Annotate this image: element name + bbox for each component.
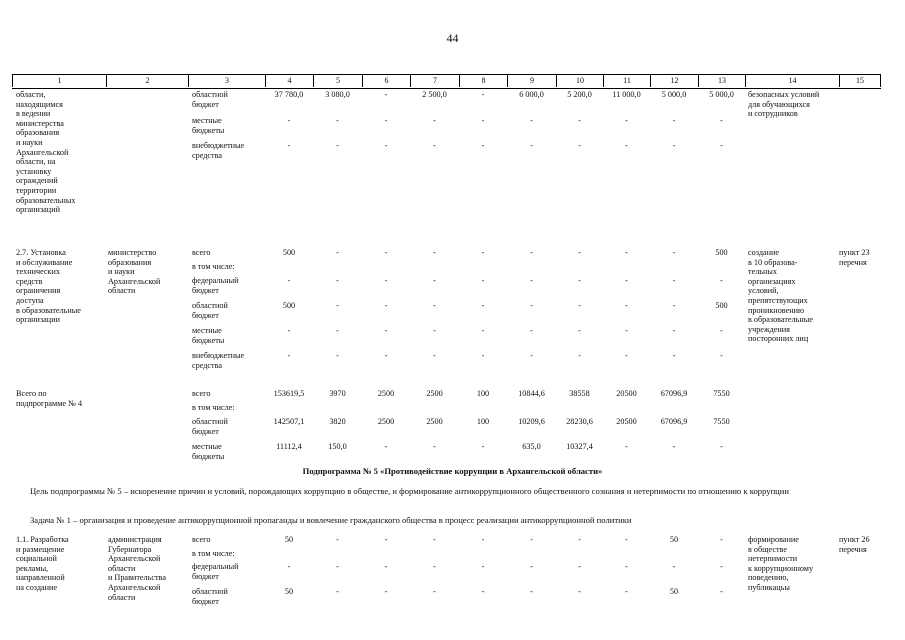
funding-value: 500 [715,301,728,310]
funding-value: - [433,276,436,285]
funding-source-label: в том числе: [192,549,235,558]
funding-value: - [578,276,581,285]
column-header: 6 [362,74,410,87]
activity-name: 1.1. Разработка и размещение социальной рекламы, направленной на создание [16,535,69,592]
funding-value: - [530,301,533,310]
funding-value: 5 000,0 [661,90,687,99]
funding-value: 67096,9 [660,389,688,398]
funding-value: - [720,326,723,335]
funding-value: - [625,141,628,150]
funding-source-label: областной бюджет [192,417,228,436]
funding-value: - [433,587,436,596]
funding-value: - [481,326,485,335]
funding-value: 5 200,0 [567,90,592,99]
funding-value: - [530,562,533,571]
list-reference: пункт 26 перечня [839,535,870,554]
funding-value: - [287,276,291,285]
funding-value: 10327,4 [566,442,593,451]
funding-value: 2500 [426,389,443,398]
funding-value: - [336,276,339,285]
funding-source-label: всего [192,248,211,257]
funding-value: 38558 [569,389,590,398]
funding-value: - [481,276,485,285]
column-header: 8 [459,74,507,87]
funding-value: - [481,90,485,99]
funding-value: - [530,351,533,360]
funding-value: - [433,248,436,257]
funding-source-label: в том числе: [192,262,235,271]
funding-value: 28230,6 [566,417,593,426]
funding-value: - [336,248,339,257]
funding-value: - [720,535,723,544]
funding-value: - [433,351,436,360]
funding-value: 11 000,0 [612,90,641,99]
funding-value: - [672,248,676,257]
funding-value: 50 [669,587,679,596]
funding-source-label: областной бюджет [192,587,228,606]
subprogram-title: Подпрограмма № 5 «Противодействие коррупции в Архангельской области» [302,466,603,476]
funding-value: - [530,248,533,257]
responsible-executor: администрация Губернатора Архангельской области и Правительства Архангельской области [108,535,166,602]
funding-value: - [433,141,436,150]
funding-source-label: всего [192,389,211,398]
funding-value: - [720,587,723,596]
funding-source-label: местные бюджеты [192,442,225,461]
funding-value: - [625,276,628,285]
column-header: 10 [556,74,603,87]
funding-value: - [384,351,388,360]
column-header: 9 [507,74,556,87]
funding-value: 20500 [616,389,637,398]
funding-value: - [287,326,291,335]
funding-value: - [336,351,339,360]
column-header: 7 [410,74,459,87]
funding-value: 10844,6 [518,389,545,398]
funding-value: - [720,116,723,125]
column-header: 14 [745,74,839,87]
funding-value: - [625,351,628,360]
funding-value: 3820 [329,417,346,426]
funding-value: - [530,116,533,125]
funding-value: 100 [476,417,490,426]
funding-value: - [433,301,436,310]
expected-result: формирование в обществе нетерпимости к коррупционному поведению, публикацьы [748,535,814,592]
funding-value: - [720,276,723,285]
funding-value: - [672,442,676,451]
funding-value: - [433,535,436,544]
funding-value: - [530,141,533,150]
column-header: 3 [188,74,265,87]
funding-value: 7550 [713,417,730,426]
funding-value: - [481,351,485,360]
funding-source-label: федеральный бюджет [192,562,239,581]
column-header: 11 [603,74,650,87]
funding-value: 100 [476,389,490,398]
funding-value: - [384,442,388,451]
funding-value: - [672,326,676,335]
funding-value: 635,0 [522,442,541,451]
funding-value: - [625,535,628,544]
funding-value: - [336,326,339,335]
funding-value: - [433,562,436,571]
column-header: 15 [839,74,881,87]
funding-value: - [672,141,676,150]
column-header: 13 [698,74,745,87]
funding-value: - [530,276,533,285]
funding-value: 20500 [616,417,637,426]
funding-value: - [287,351,291,360]
funding-value: - [433,116,436,125]
funding-value: - [384,301,388,310]
funding-value: - [481,141,485,150]
funding-value: - [336,301,339,310]
goal-text: Цель подпрограммы № 5 – искоренение причин и условий, порождающих коррупцию в обществе, и формирование антикоррупционного общественного сознания и нетерпимости по отношению к коррупции [30,486,789,496]
funding-value: 7550 [713,389,730,398]
funding-value: - [578,587,581,596]
funding-value: 500 [282,248,296,257]
funding-value: - [625,248,628,257]
funding-value: - [433,442,436,451]
funding-value: - [384,248,388,257]
funding-value: - [625,116,628,125]
funding-value: - [384,276,388,285]
funding-value: 142507,1 [273,417,305,426]
funding-value: - [530,587,533,596]
funding-value: - [672,116,676,125]
funding-value: 2500 [377,389,395,398]
funding-value: - [287,116,291,125]
column-header: 12 [650,74,698,87]
funding-value: 3 080,0 [325,90,350,99]
funding-value: - [384,587,388,596]
funding-value: 50 [284,535,294,544]
funding-value: 500 [282,301,296,310]
funding-value: - [578,301,581,310]
funding-source-label: местные бюджеты [192,116,225,135]
funding-value: - [672,276,676,285]
funding-value: - [720,351,723,360]
funding-value: - [481,248,485,257]
funding-value: 500 [715,248,728,257]
responsible-executor: министерство образования и науки Архангельской области [108,248,161,296]
funding-value: - [384,90,388,99]
funding-value: 153619,5 [273,389,305,398]
funding-value: - [578,535,581,544]
funding-value: - [672,562,676,571]
column-header: 5 [313,74,362,87]
funding-value: 10209,6 [518,417,545,426]
funding-source-label: областной бюджет [192,90,228,109]
funding-source-label: внебюджетные средства [192,141,245,160]
funding-value: - [481,535,485,544]
funding-value: 50 [669,535,679,544]
funding-value: - [287,562,291,571]
funding-value: - [481,562,485,571]
funding-source-label: всего [192,535,211,544]
funding-source-label: областной бюджет [192,301,228,320]
funding-value: 2500 [426,417,443,426]
funding-value: 6 000,0 [519,90,544,99]
funding-value: - [481,116,485,125]
funding-source-label: в том числе: [192,403,235,412]
funding-value: - [578,562,581,571]
funding-value: - [720,562,723,571]
funding-value: - [481,587,485,596]
funding-value: 2500 [377,417,395,426]
funding-value: - [481,301,485,310]
funding-value: - [625,326,628,335]
funding-value: - [336,535,339,544]
funding-value: - [481,442,485,451]
expected-result: безопасных условий для обучающихся и сотрудников [748,90,820,119]
subprogram-total-label: Всего по подпрограмме № 4 [16,389,83,408]
funding-value: 11112,4 [276,442,302,451]
funding-value: 50 [284,587,294,596]
list-reference: пункт 23 перечня [839,248,870,267]
column-header: 1 [12,74,106,87]
funding-value: - [625,301,628,310]
funding-value: - [384,562,388,571]
funding-value: - [625,587,628,596]
expected-result: создание в 10 образова- тельных организациях условий, препятствующих проникновению в образовательные учреждения посторонних лиц [748,248,813,344]
column-header: 2 [106,74,188,87]
page-number: 44 [446,31,459,45]
funding-value: - [336,141,339,150]
funding-value: - [530,535,533,544]
funding-value: - [578,248,581,257]
funding-value: - [336,587,339,596]
funding-source-label: внебюджетные средства [192,351,245,370]
funding-value: - [578,116,581,125]
funding-source-label: местные бюджеты [192,326,225,345]
funding-value: - [625,562,628,571]
funding-value: - [625,442,628,451]
activity-name: области, находящимся в ведении министерства образования и науки Архангельской области, на установку ограждений территории образовательных организаций [16,90,76,215]
funding-value: 67096,9 [660,417,688,426]
funding-value: - [720,442,723,451]
funding-value: 3970 [329,389,346,398]
funding-value: 37 780,0 [274,90,304,99]
funding-value: - [672,301,676,310]
column-header: 4 [265,74,313,87]
funding-value: - [672,351,676,360]
funding-value: - [336,116,339,125]
funding-value: - [287,141,291,150]
funding-value: - [720,141,723,150]
funding-value: 150,0 [328,442,347,451]
funding-value: - [336,562,339,571]
funding-value: - [578,351,581,360]
funding-value: - [384,535,388,544]
activity-name: 2.7. Установка и обслуживание технических средств ограничения доступа в образовательные организации [16,248,81,325]
funding-value: - [578,141,581,150]
funding-source-label: федеральный бюджет [192,276,239,295]
task-text: Задача № 1 – организация и проведение антикоррупционной пропаганды и вовлечение гражданского общества в процесс реализации антикоррупционной политики [30,515,632,525]
funding-value: - [384,141,388,150]
funding-value: - [530,326,533,335]
funding-value: 5 000,0 [709,90,734,99]
funding-value: - [384,116,388,125]
funding-value: 2 500,0 [422,90,447,99]
funding-value: - [578,326,581,335]
funding-value: - [433,326,436,335]
funding-value: - [384,326,388,335]
